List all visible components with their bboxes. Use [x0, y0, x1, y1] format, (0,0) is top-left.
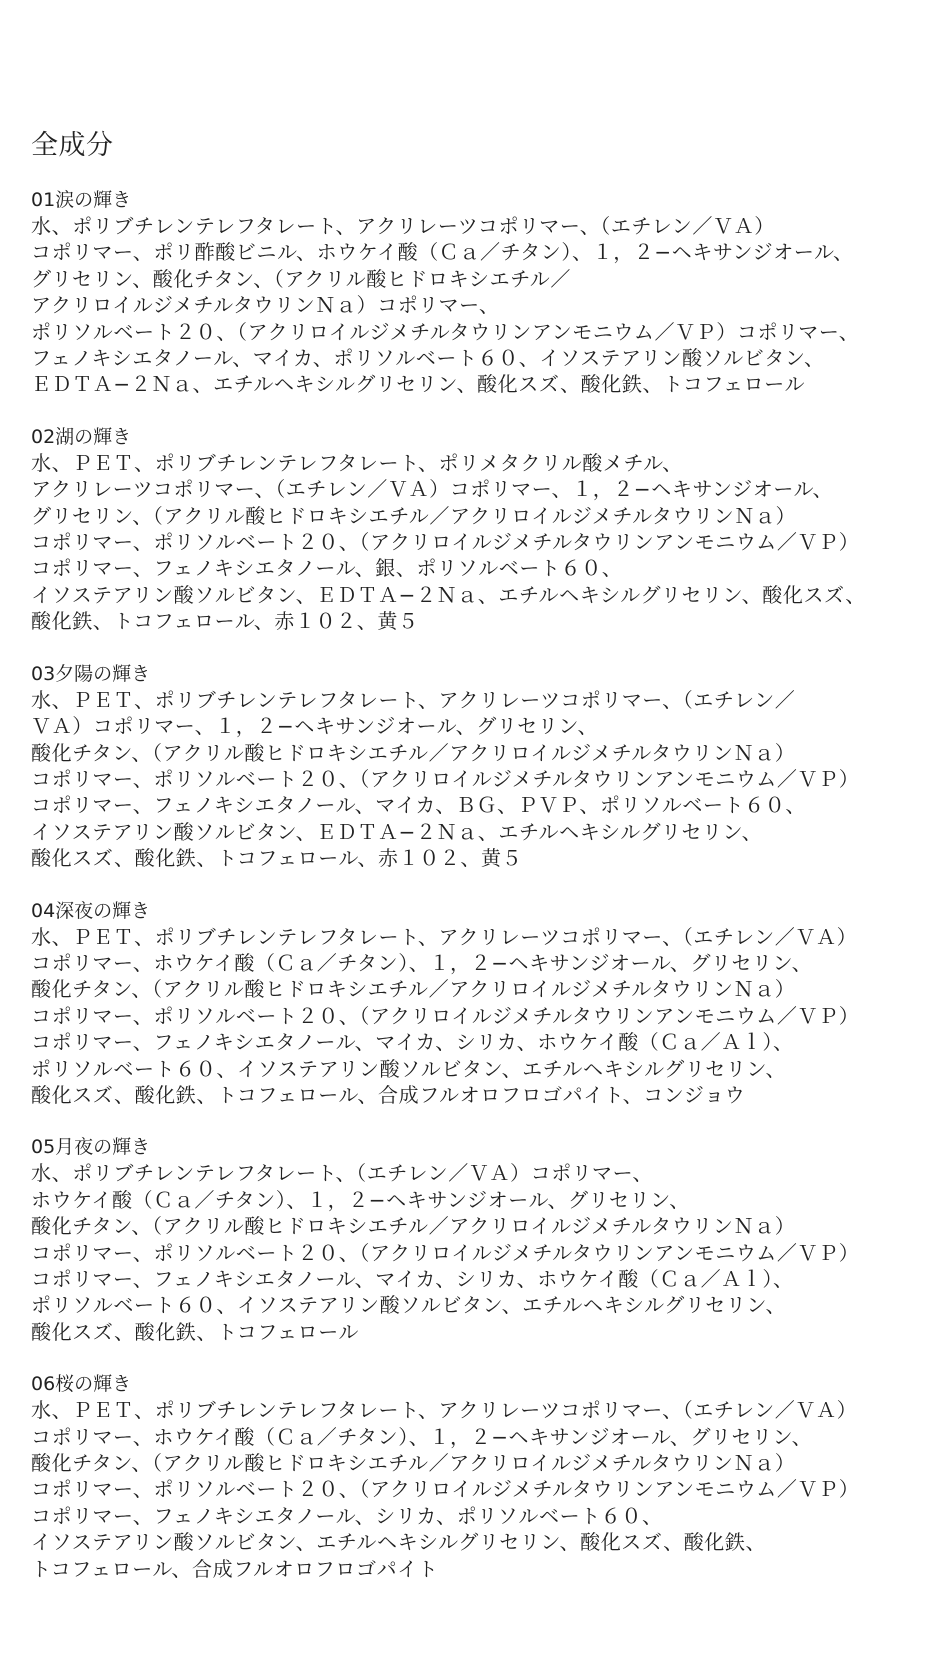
- ingredient-line: グリセリン、（アクリル酸ヒドロキシエチル／アクリロイルジメチルタウリンＮａ）: [31, 503, 797, 528]
- product-name: 04深夜の輝き: [31, 899, 151, 922]
- product-section: [31, 661, 936, 872]
- ingredient-line: コポリマー、ポリソルベート２０、（アクリロイルジメチルタウリンアンモニウム／ＶＰ）: [31, 766, 860, 791]
- ingredient-list: [31, 1160, 936, 1345]
- ingredient-list: [31, 1397, 936, 1582]
- ingredient-line: 酸化鉄、トコフェロール、赤１０２、黄５: [31, 609, 419, 634]
- ingredient-line: ポリソルベート２０、（アクリロイルジメチルタウリンアンモニウム／ＶＰ）コポリマー、: [31, 319, 860, 344]
- ingredient-line: コポリマー、ホウケイ酸（Ｃａ／チタン）、１，２−ヘキサンジオール、グリセリン、: [31, 1424, 813, 1449]
- ingredient-line: 水、ポリブチレンテレフタレート、（エチレン／ＶＡ）コポリマー、: [31, 1161, 653, 1186]
- ingredient-line: 水、ＰＥＴ、ポリブチレンテレフタレート、アクリレーツコポリマー、（エチレン／ＶＡ）: [31, 924, 858, 949]
- ingredient-line: コポリマー、ホウケイ酸（Ｃａ／チタン）、１，２−ヘキサンジオール、グリセリン、: [31, 950, 813, 975]
- ingredient-line: イソステアリン酸ソルビタン、ＥＤＴＡ−２Ｎａ、エチルヘキシルグリセリン、酸化スズ、: [31, 582, 866, 607]
- ingredient-line: コポリマー、ポリソルベート２０、（アクリロイルジメチルタウリンアンモニウム／ＶＰ）: [31, 1477, 860, 1502]
- ingredient-line: コポリマー、ポリソルベート２０、（アクリロイルジメチルタウリンアンモニウム／ＶＰ）: [31, 530, 860, 555]
- page-title: 全成分: [31, 130, 114, 161]
- ingredient-line: コポリマー、フェノキシエタノール、マイカ、シリカ、ホウケイ酸（Ｃａ／Ａｌ）、: [31, 1030, 794, 1055]
- ingredient-line: 酸化スズ、酸化鉄、トコフェロール、合成フルオロフロゴパイト、コンジョウ: [31, 1082, 746, 1107]
- ingredient-line: ＶＡ）コポリマー、１，２−ヘキサンジオール、グリセリン、: [31, 714, 599, 739]
- ingredient-line: アクリロイルジメチルタウリンＮａ）コポリマー、: [31, 293, 500, 318]
- ingredient-line: 酸化チタン、（アクリル酸ヒドロキシエチル／アクリロイルジメチルタウリンＮａ）: [31, 1214, 796, 1239]
- product-section: [31, 898, 936, 1109]
- ingredient-line: 酸化チタン、（アクリル酸ヒドロキシエチル／アクリロイルジメチルタウリンＮａ）: [31, 740, 796, 765]
- ingredient-line: 酸化スズ、酸化鉄、トコフェロール、赤１０２、黄５: [31, 846, 523, 871]
- product-name: 01涙の輝き: [31, 189, 132, 211]
- product-name: 05月夜の輝き: [31, 1136, 151, 1159]
- ingredient-line: グリセリン、酸化チタン、（アクリル酸ヒドロキシエチル／: [31, 266, 571, 291]
- ingredient-list: [31, 213, 936, 398]
- ingredients-page: [31, 126, 936, 1608]
- ingredient-line: イソステアリン酸ソルビタン、ＥＤＴＡ−２Ｎａ、エチルヘキシルグリセリン、: [31, 819, 763, 844]
- ingredient-line: ＥＤＴＡ−２Ｎａ、エチルヘキシルグリセリン、酸化スズ、酸化鉄、トコフェロール: [31, 372, 806, 397]
- ingredient-line: ホウケイ酸（Ｃａ／チタン）、１，２−ヘキサンジオール、グリセリン、: [31, 1187, 690, 1212]
- product-name: 02湖の輝き: [31, 425, 132, 448]
- ingredient-line: 水、ＰＥＴ、ポリブチレンテレフタレート、ポリメタクリル酸メチル、: [31, 450, 683, 475]
- ingredient-line: 酸化チタン、（アクリル酸ヒドロキシエチル／アクリロイルジメチルタウリンＮａ）: [31, 1451, 796, 1476]
- product-name: 03夕陽の輝き: [31, 662, 151, 685]
- ingredient-line: ポリソルベート６０、イソステアリン酸ソルビタン、エチルヘキシルグリセリン、: [31, 1056, 787, 1081]
- ingredient-line: コポリマー、フェノキシエタノール、シリカ、ポリソルベート６０、: [31, 1503, 663, 1528]
- ingredient-line: トコフェロール、合成フルオロフロゴパイト: [31, 1556, 439, 1581]
- ingredient-line: コポリマー、フェノキシエタノール、マイカ、シリカ、ホウケイ酸（Ｃａ／Ａｌ）、: [31, 1267, 794, 1291]
- ingredient-line: イソステアリン酸ソルビタン、エチルヘキシルグリセリン、酸化スズ、酸化鉄、: [31, 1530, 767, 1555]
- ingredient-line: コポリマー、ポリ酢酸ビニル、ホウケイ酸（Ｃａ／チタン）、１，２−ヘキサンジオール、: [31, 240, 854, 265]
- product-section: [31, 424, 936, 635]
- ingredient-list: [31, 924, 936, 1109]
- ingredient-line: フェノキシエタノール、マイカ、ポリソルベート６０、イソステアリン酸ソルビタン、: [31, 346, 825, 371]
- ingredient-line: 酸化スズ、酸化鉄、トコフェロール: [31, 1319, 359, 1344]
- ingredient-line: コポリマー、ポリソルベート２０、（アクリロイルジメチルタウリンアンモニウム／ＶＰ）: [31, 1240, 860, 1265]
- ingredient-line: コポリマー、フェノキシエタノール、銀、ポリソルベート６０、: [31, 556, 623, 581]
- ingredient-list: [31, 450, 936, 635]
- ingredient-line: アクリレーツコポリマー、（エチレン／ＶＡ）コポリマー、１，２−ヘキサンジオール、: [31, 477, 834, 502]
- ingredient-line: コポリマー、ポリソルベート２０、（アクリロイルジメチルタウリンアンモニウム／ＶＰ）: [31, 1003, 860, 1028]
- product-section: [31, 1371, 936, 1582]
- ingredient-line: 水、ＰＥＴ、ポリブチレンテレフタレート、アクリレーツコポリマー、（エチレン／: [31, 687, 796, 712]
- product-section: [31, 1134, 936, 1345]
- product-list: [31, 187, 936, 1582]
- ingredient-line: コポリマー、フェノキシエタノール、マイカ、ＢＧ、ＰＶＰ、ポリソルベート６０、: [31, 793, 806, 818]
- ingredient-line: 水、ポリブチレンテレフタレート、アクリレーツコポリマー、（エチレン／ＶＡ）: [31, 214, 775, 238]
- product-section: [31, 187, 936, 398]
- product-name: 06桜の輝き: [31, 1373, 132, 1396]
- ingredient-line: 水、ＰＥＴ、ポリブチレンテレフタレート、アクリレーツコポリマー、（エチレン／ＶＡ）: [31, 1398, 858, 1423]
- ingredient-list: [31, 687, 936, 872]
- ingredient-line: ポリソルベート６０、イソステアリン酸ソルビタン、エチルヘキシルグリセリン、: [31, 1293, 787, 1318]
- ingredient-line: 酸化チタン、（アクリル酸ヒドロキシエチル／アクリロイルジメチルタウリンＮａ）: [31, 977, 796, 1002]
